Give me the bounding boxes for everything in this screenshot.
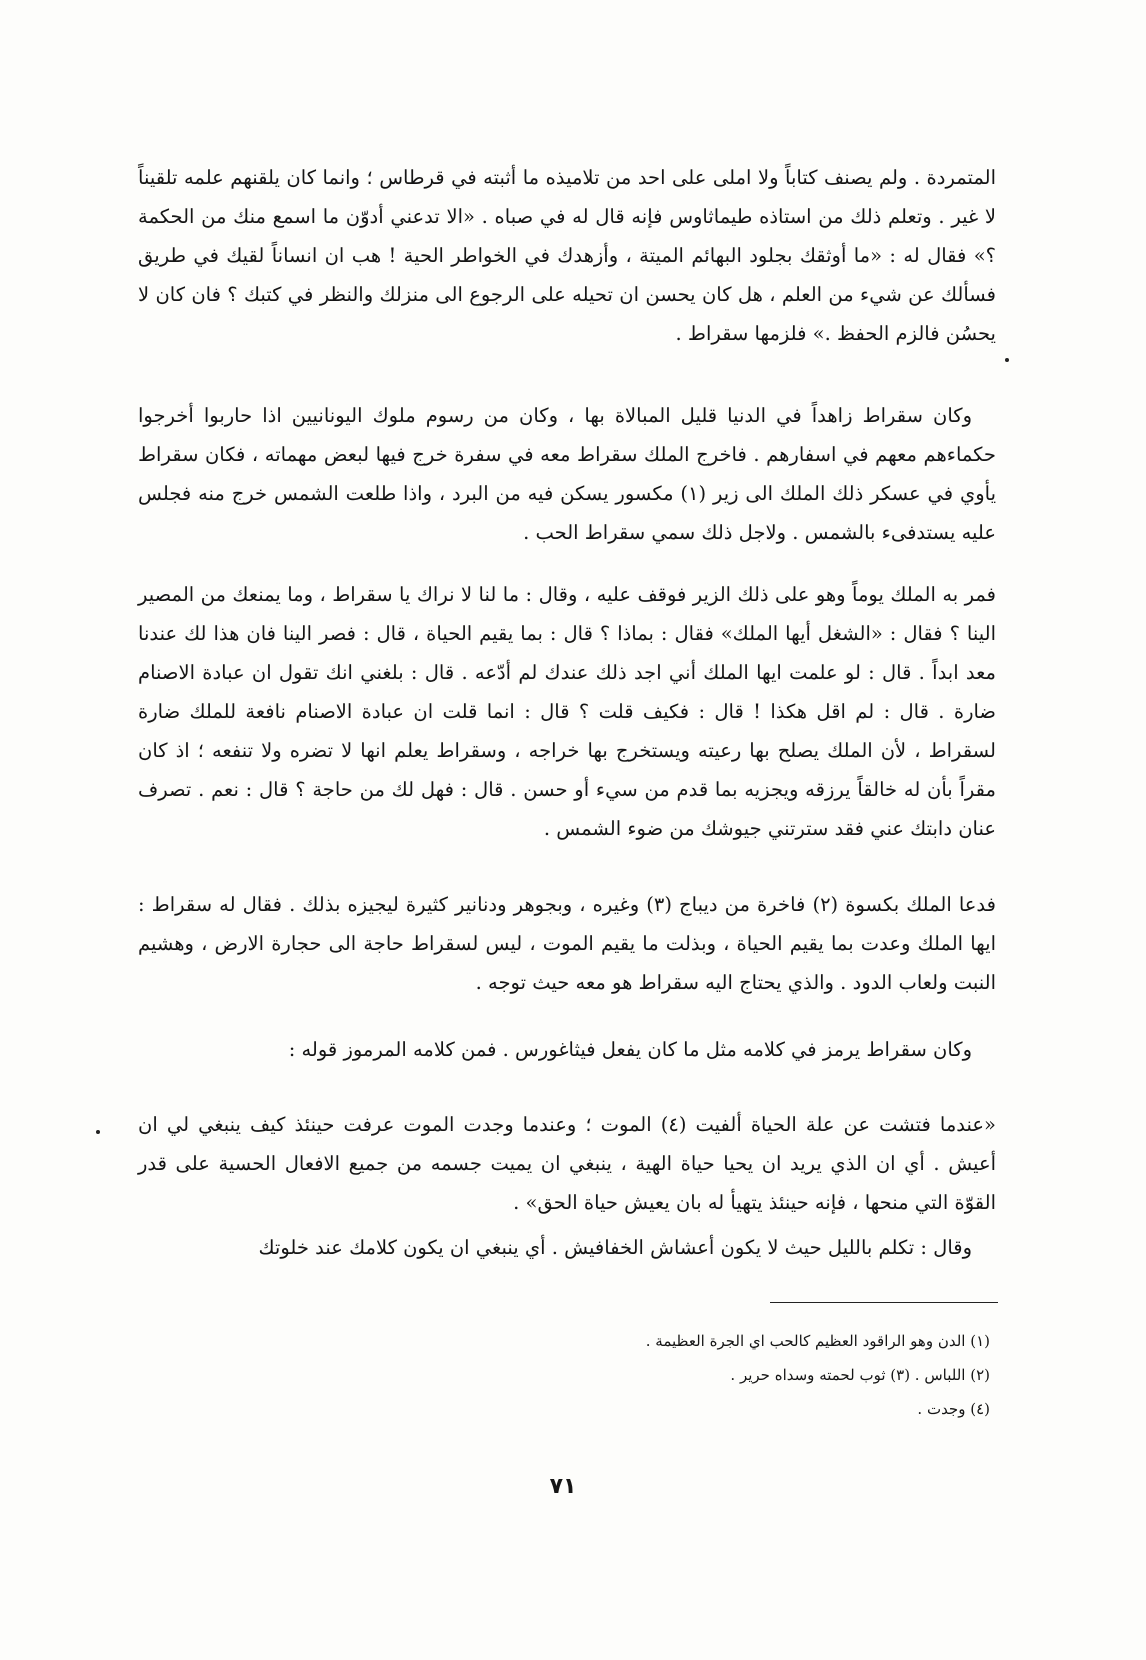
scan-speck — [96, 1130, 100, 1134]
footnote-1: (١) الدن وهو الراقود العظيم كالحب اي الجرة العظيمة . — [645, 1332, 990, 1350]
footnote-2-3: (٢) اللباس . (٣) ثوب لحمته وسداه حرير . — [730, 1366, 990, 1384]
paragraph-3: فمر به الملك يوماً وهو على ذلك الزير فوقف عليه ، وقال : ما لنا لا نراك يا سقراط ، وما يمنعك من المصير الينا ؟ فقال : «الشغل أيها الملك» فقال : بماذا ؟ قال : بما يقيم الحياة ، قال : فصر الينا فان هذا لك عندنا معد ابداً . قال : لو علمت ايها الملك أني اجد ذلك عندك لم أدّعه . قال : بلغني انك تقول ان عبادة الاصنام ضارة . قال : لم اقل هكذا ! قال : فكيف قلت ؟ قال : انما قلت ان عبادة الاصنام نافعة للملك ضارة لسقراط ، لأن الملك يصلح بها رعيته ويستخرج بها خراجه ، وسقراط يعلم انها لا تضره ولا تنفعه ؛ اذ كان مقراً بأن له خالقاً يرزقه ويجزيه بما قدم من سيء أو حسن . قال : فهل لك من حاجة ؟ قال : نعم . تصرف عنان دابتك عني فقد سترتني جيوشك من ضوء الشمس . — [138, 583, 996, 840]
footnotes — [480, 1324, 990, 1426]
footnote-4: (٤) وجدت . — [917, 1400, 990, 1418]
paragraph-7: وقال : تكلم بالليل حيث لا يكون أعشاش الخفافيش . أي ينبغي ان يكون كلامك عند خلوتك — [258, 1236, 972, 1259]
paragraph-6: «عندما فتشت عن علة الحياة ألفيت (٤) الموت ؛ وعندما وجدت الموت عرفت حينئذ كيف ينبغي لي ان أعيش . أي ان الذي يريد ان يحيا حياة الهية ، ينبغي ان يميت جسمه من جميع الافعال الحسية على قدر القوّة التي منحها ، فإنه حينئذ يتهيأ له بان يعيش حياة الحق» . — [138, 1113, 996, 1214]
paragraph-2: وكان سقراط زاهداً في الدنيا قليل المبالاة بها ، وكان من رسوم ملوك اليونانيين اذا حاربوا أخرجوا حكماءهم معهم في اسفارهم . فاخرج الملك سقراط معه في سفرة خرج فيها لبعض مهماته ، فكان سقراط يأوي في عسكر ذلك الملك الى زير (١) مكسور يسكن فيه من البرد ، واذا طلعت الشمس خرج منه فجلس عليه يستدفىء بالشمس . ولاجل ذلك سمي سقراط الحب . — [138, 404, 996, 544]
scan-speck — [1005, 358, 1009, 362]
paragraph-4: فدعا الملك بكسوة (٢) فاخرة من ديباج (٣) وغيره ، وبجوهر ودنانير كثيرة ليجيزه بذلك . فقال له سقراط : ايها الملك وعدت بما يقيم الحياة ، وبذلت ما يقيم الموت ، ليس لسقراط حاجة الى حجارة الارض ، وهشيم النبت ولعاب الدود . والذي يحتاج اليه سقراط هو معه حيث توجه . — [138, 893, 996, 994]
page-number: ٧١ — [549, 1474, 577, 1499]
paragraph-5: وكان سقراط يرمز في كلامه مثل ما كان يفعل فيثاغورس . فمن كلامه المرموز قوله : — [288, 1038, 972, 1061]
paragraph-1: المتمردة . ولم يصنف كتاباً ولا املى على احد من تلاميذه ما أثبته في قرطاس ؛ وانما كان يلقنهم علمه تلقيناً لا غير . وتعلم ذلك من استاذه طيماثاوس فإنه قال له في صباه . «الا تدعني أدوّن ما اسمع منك من الحكمة ؟» فقال له : «ما أوثقك بجلود البهائم الميتة ، وأزهدك في الخواطر الحية ! هب ان انساناً لقيك في طريق فسألك عن شيء من العلم ، هل كان يحسن ان تحيله على الرجوع الى منزلك والنظر في كتبك ؟ فان كان لا يحسُن فالزم الحفظ .» فلزمها سقراط . — [138, 166, 996, 345]
footnote-divider — [770, 1302, 998, 1303]
